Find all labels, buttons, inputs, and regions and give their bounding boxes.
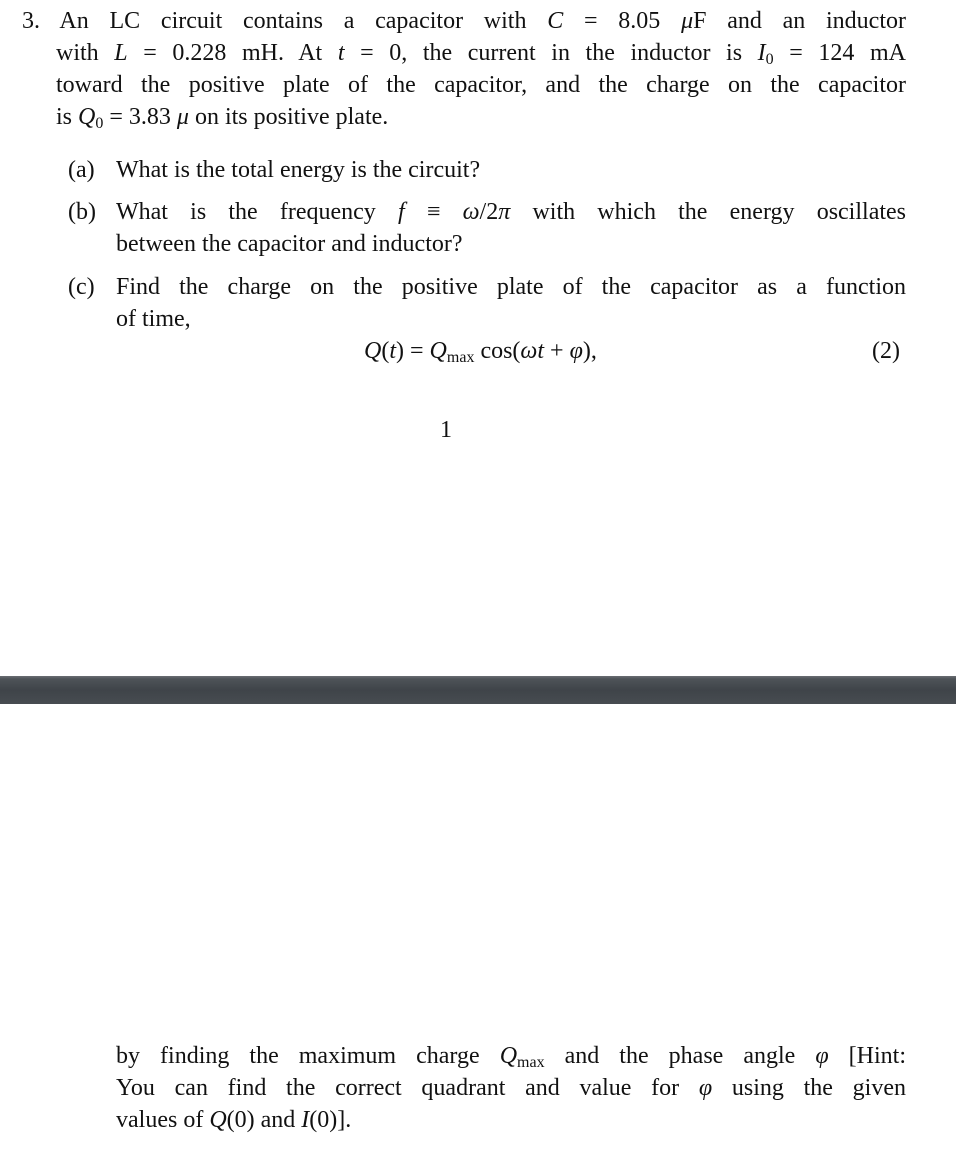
problem-intro-line-4: is $Q_0 = 3.83$ μ on its positive plate. [56, 104, 389, 132]
problem-intro-line-2: with L = 0.228 mH. At t = 0, the current in the inductor is $I_0 = 124$ mA [56, 40, 906, 68]
problem-intro-line-1: 3. An LC circuit contains a capacitor with C = 8.05 μF and an inductor [22, 8, 906, 34]
problem-intro-line-3: toward the positive plate of the capacitor, and the charge on the capacitor [56, 72, 906, 98]
inductance-value: 0.228 [172, 40, 227, 66]
continuation-line-2: You can find the correct quadrant and value for φ using the given [116, 1075, 906, 1101]
part-b-line-2: between the capacitor and inductor? [116, 231, 463, 257]
part-a-text: What is the total energy is the circuit? [116, 157, 481, 183]
capacitance-value: 8.05 [618, 8, 661, 34]
time-value: 0 [389, 40, 402, 66]
page-separator [0, 676, 956, 704]
problem-number: 3. [22, 8, 40, 34]
part-c-line-2: of time, [116, 306, 191, 332]
part-a-label: (a) [68, 157, 95, 183]
charge-equation: $Q(t) = Q_{max}$ cos(ωt + φ), [364, 338, 597, 366]
part-b-line-1: What is the frequency f ≡ ω/2π with which the energy oscillates [116, 199, 906, 225]
part-c-line-1: Find the charge on the positive plate of the capacitor as a function [116, 274, 906, 300]
continuation-line-3: values of Q(0) and I(0)]. [116, 1107, 352, 1133]
part-b-label: (b) [68, 199, 96, 225]
continuation-line-1: by finding the maximum charge $Q_{max}$ and the phase angle φ [Hint: [116, 1043, 907, 1071]
equation-number: (2) [872, 338, 900, 364]
current-value: 124 [818, 40, 855, 66]
page-number: 1 [440, 417, 452, 443]
charge-value: 3.83 [128, 104, 171, 130]
part-c-label: (c) [68, 274, 95, 300]
